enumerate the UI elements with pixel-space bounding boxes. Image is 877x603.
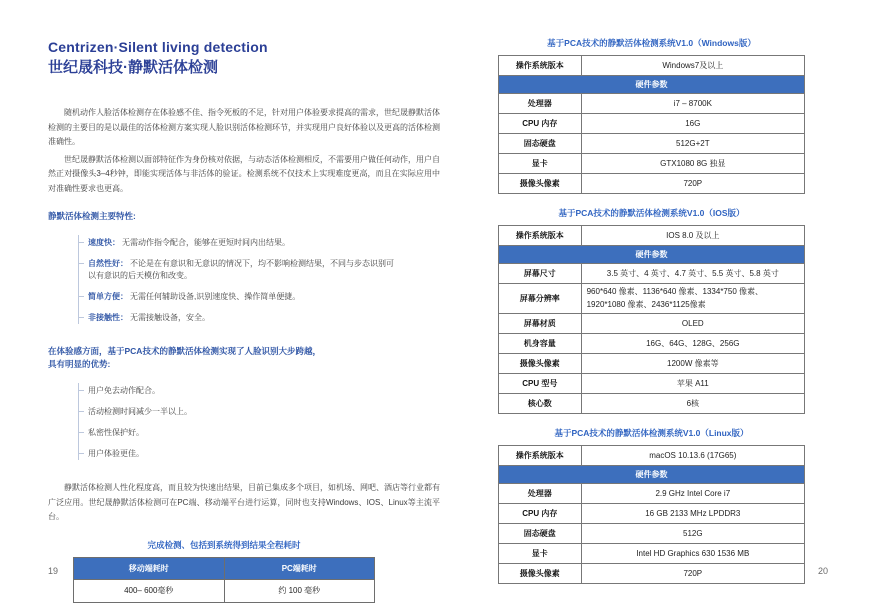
page-right — [498, 38, 805, 598]
page-number-right: 20 — [817, 566, 828, 576]
feature-item — [88, 258, 398, 282]
spec-label: 摄像头像素 — [499, 174, 582, 194]
feature-item — [88, 312, 398, 324]
spec-section-header: 硬件参数 — [499, 466, 805, 484]
spec-section-row — [499, 76, 805, 94]
time-table-value-row — [74, 579, 375, 602]
spec-table-ios — [498, 208, 805, 414]
feature-text: 无需任何辅助设备,识别速度快、操作简单便捷。 — [130, 292, 301, 301]
time-table — [73, 557, 375, 603]
spec-value: 16 GB 2133 MHz LPDDR3 — [581, 504, 804, 524]
features-heading: 静默活体检测主要特性: — [48, 211, 136, 221]
advantages-heading — [48, 345, 408, 371]
features-list — [78, 235, 440, 324]
spec-value: 16G、64G、128G、256G — [581, 334, 804, 354]
time-table-header-mobile: 移动端耗时 — [74, 557, 225, 579]
spec-value: 3.5 英寸、4 英寸、4.7 英寸、5.5 英寸、5.8 英寸 — [581, 264, 804, 284]
spec-row — [499, 226, 805, 246]
spec-label: 屏幕材质 — [499, 314, 582, 334]
spec-label: 显卡 — [499, 544, 582, 564]
spec-row — [499, 154, 805, 174]
spec-table — [498, 55, 805, 194]
advantages-list — [78, 383, 440, 460]
feature-item — [88, 237, 398, 249]
spec-row — [499, 314, 805, 334]
spec-row — [499, 284, 805, 314]
spec-label: 摄像头像素 — [499, 354, 582, 374]
time-table-value-pc: 约 100 毫秒 — [224, 579, 375, 602]
spec-label: 处理器 — [499, 484, 582, 504]
feature-label: 非接触性： — [88, 313, 128, 322]
spec-value: 2.9 GHz Intel Core i7 — [581, 484, 804, 504]
intro-paragraph-1: 随机动作人脸活体检测存在体验感不佳、指令死板的不足，针对用户体验要求提高的需求，世纪晟静默活体检测的主要目的是以最佳的活体检测方案实现人脸识别活体检测环节，并实现用户良好体验以及更高的活体检测准确性。 — [48, 108, 440, 146]
spec-table — [498, 445, 805, 584]
spec-row — [499, 334, 805, 354]
spec-row — [499, 446, 805, 466]
advantages-heading-line2: 具有明显的优势: — [48, 359, 111, 369]
platform-paragraph: 静默活体检测人性化程度高，而且较为快速出结果，目前已集成多个项目，如机场、网吧、酒店等行业都有广泛应用。世纪晟静默活体检测可在PC端、移动端平台进行运算，同时也支持Windows、IOS、Linux等主流平台。 — [48, 483, 440, 521]
spec-value: 16G — [581, 114, 804, 134]
spec-value: 6核 — [581, 394, 804, 414]
spec-value: 960*640 像素、1136*640 像素、1334*750 像素、1920*1080 像素、2436*1125像素 — [581, 284, 804, 314]
advantage-item: 用户免去动作配合。 — [88, 385, 398, 397]
spec-value: macOS 10.13.6 (17G65) — [581, 446, 804, 466]
time-table-header-row — [74, 557, 375, 579]
spec-value: OLED — [581, 314, 804, 334]
spec-label: 固态硬盘 — [499, 524, 582, 544]
advantage-item: 用户体验更佳。 — [88, 448, 398, 460]
spec-label: 机身容量 — [499, 334, 582, 354]
spec-value: IOS 8.0 及以上 — [581, 226, 804, 246]
spec-value: Windows7及以上 — [581, 56, 804, 76]
doc-title-en: Centrizen·Silent living detection — [48, 39, 268, 55]
intro-paragraph-2: 世纪晟静默活体检测以面部特征作为身份核对依据，与动态活体检测相反，不需要用户做任何动作，用户自然正对摄像头3–4秒钟，即能实现活体与非活体的验证。检测系统不仅技术上实现难度更高，而且在实际应用中对准确性要求也更高。 — [48, 154, 440, 193]
advantages-heading-line1: 在体验感方面，基于PCA技术的静默活体检测实现了人脸识别大步跨越， — [48, 346, 321, 356]
spec-section-header: 硬件参数 — [499, 246, 805, 264]
spec-value: 512G — [581, 524, 804, 544]
spec-row — [499, 264, 805, 284]
spec-value: 720P — [581, 564, 804, 584]
spec-label: 屏幕尺寸 — [499, 264, 582, 284]
spec-label: 操作系统版本 — [499, 56, 582, 76]
feature-text: 无需接触设备，安全。 — [130, 313, 210, 322]
feature-label: 速度快： — [88, 238, 120, 247]
feature-text: 无需动作指令配合，能够在更短时间内出结果。 — [122, 238, 290, 247]
spec-row — [499, 94, 805, 114]
spec-row — [499, 354, 805, 374]
spec-label: CPU 型号 — [499, 374, 582, 394]
advantage-item: 活动检测时间减少一半以上。 — [88, 406, 398, 418]
spec-value: i7 – 8700K — [581, 94, 804, 114]
spec-section-header: 硬件参数 — [499, 76, 805, 94]
feature-text: 不论是在有意识和无意识的情况下，均不影响检测结果，不同与步态识别可以有意识的后天模仿和改变。 — [88, 259, 394, 280]
doc-title-zh: 世纪晟科技·静默活体检测 — [48, 59, 218, 76]
spec-row — [499, 374, 805, 394]
feature-label: 简单方便： — [88, 292, 128, 301]
page-left — [48, 38, 440, 603]
spec-row — [499, 56, 805, 76]
spec-value: GTX1080 8G 独显 — [581, 154, 804, 174]
spec-value: 720P — [581, 174, 804, 194]
spec-table — [498, 225, 805, 414]
spec-row — [499, 564, 805, 584]
spec-table-ios-title: 基于PCA技术的静默活体检测系统V1.0（IOS版） — [558, 208, 745, 218]
spec-label: 操作系统版本 — [499, 226, 582, 246]
advantage-item: 私密性保护好。 — [88, 427, 398, 439]
spec-label: 摄像头像素 — [499, 564, 582, 584]
spec-row — [499, 544, 805, 564]
spec-table-linux — [498, 428, 805, 584]
spec-table-windows-title: 基于PCA技术的静默活体检测系统V1.0（Windows版） — [547, 38, 756, 48]
time-table-header-pc: PC端耗时 — [224, 557, 375, 579]
time-table-value-mobile: 400– 600毫秒 — [74, 579, 225, 602]
spec-value: 512G+2T — [581, 134, 804, 154]
spec-label: 显卡 — [499, 154, 582, 174]
spec-row — [499, 174, 805, 194]
spec-row — [499, 394, 805, 414]
spec-row — [499, 134, 805, 154]
spec-row — [499, 114, 805, 134]
spec-value: 1200W 像素等 — [581, 354, 804, 374]
spec-section-row — [499, 466, 805, 484]
spec-table-linux-title: 基于PCA技术的静默活体检测系统V1.0（Linux版） — [554, 428, 749, 438]
spec-row — [499, 524, 805, 544]
spec-table-windows — [498, 38, 805, 194]
spec-label: 屏幕分辨率 — [499, 284, 582, 314]
feature-item — [88, 291, 398, 303]
spec-label: 操作系统版本 — [499, 446, 582, 466]
feature-label: 自然性好： — [88, 259, 128, 268]
spec-label: 固态硬盘 — [499, 134, 582, 154]
time-table-title: 完成检测、包括到系统得到结果全程耗时 — [147, 539, 301, 550]
spec-value: Intel HD Graphics 630 1536 MB — [581, 544, 804, 564]
spec-value: 苹果 A11 — [581, 374, 804, 394]
spec-section-row — [499, 246, 805, 264]
spec-row — [499, 484, 805, 504]
spec-label: 核心数 — [499, 394, 582, 414]
spec-label: CPU 内存 — [499, 114, 582, 134]
spec-label: CPU 内存 — [499, 504, 582, 524]
spec-row — [499, 504, 805, 524]
page-number-left: 19 — [48, 566, 59, 576]
spec-label: 处理器 — [499, 94, 582, 114]
